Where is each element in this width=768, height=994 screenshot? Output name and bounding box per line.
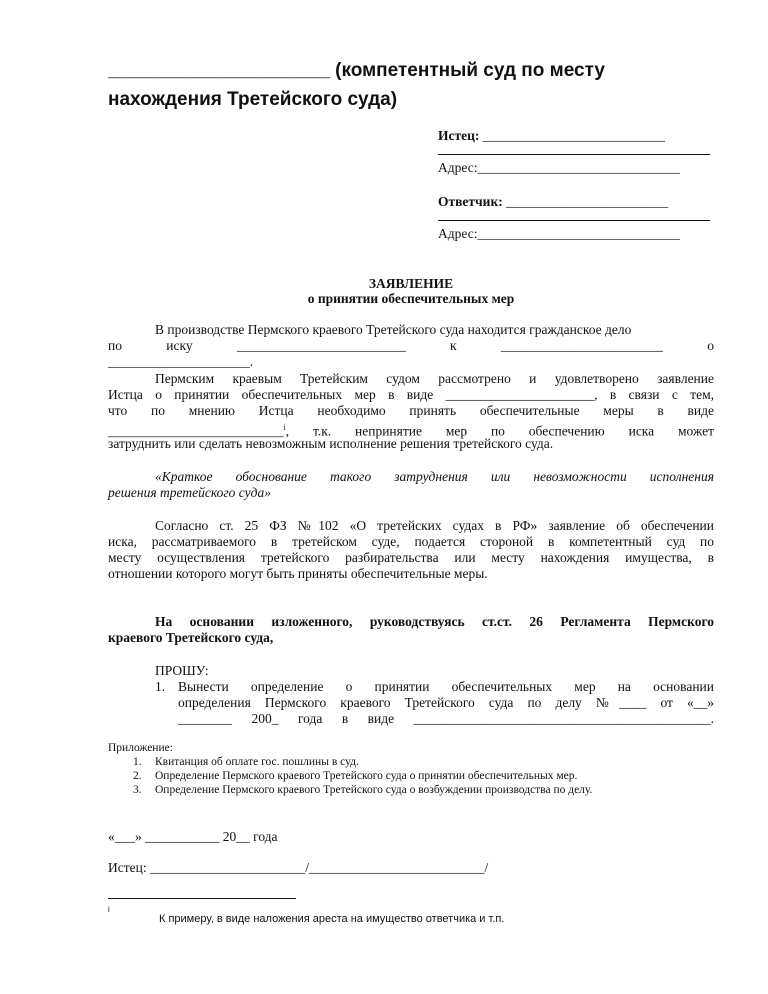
p2-line3: что по мнению Истца необходимо принять обеспечительные меры в виде	[108, 403, 714, 418]
address2-blank: ______________________________	[477, 226, 680, 241]
footnote-separator	[108, 898, 296, 899]
footnote-marker: i	[108, 905, 110, 914]
document-subtitle: о принятии обеспечительных мер	[307, 291, 515, 306]
court-header: _____________________ (компетентный суд по месту нахождения Третейского суда)	[108, 60, 605, 110]
plaintiff-label: Истец:	[438, 128, 480, 143]
attachment-item: Определение Пермского краевого Третейского суда о принятии обеспечительных мер.	[155, 770, 578, 782]
plaintiff-line	[438, 128, 665, 144]
address-label: Адрес:	[438, 160, 478, 175]
p4-line4: отношении которого могут быть приняты обеспечительные меры.	[108, 566, 488, 581]
request-item-number: 1.	[155, 679, 166, 694]
p3-line2: решения третейского суда»	[108, 485, 271, 500]
date-line: «___» ___________ 20__ года	[108, 829, 278, 844]
attachments-label: Приложение:	[108, 742, 173, 754]
p2-line4-blank: __________________________	[108, 423, 284, 439]
plaintiff-address-line	[438, 160, 680, 176]
request-line1: Вынести определение о принятии обеспечительных мер на основании	[178, 679, 714, 694]
p4-line1: Согласно ст. 25 ФЗ №102 «О третейских судах в РФ» заявление об обеспечении	[155, 518, 714, 533]
address2-label: Адрес:	[438, 226, 478, 241]
attachment-item-num: 2.	[133, 770, 142, 782]
p5-line1: На основании изложенного, руководствуясь ст.ст. 26 Регламента Пермского	[155, 614, 714, 629]
p3-line1: «Краткое обоснование такого затруднения или невозможности исполнения	[155, 469, 714, 484]
p1-line3: _____________________.	[108, 354, 254, 369]
p2-line5: затруднить или сделать невозможным исполнение решения третейского суда.	[108, 436, 554, 451]
document-title: ЗАЯВЛЕНИЕ	[368, 276, 454, 291]
attachment-item-num: 1.	[133, 756, 142, 768]
address-blank: ______________________________	[477, 160, 680, 175]
p2-line4-rest: , т.к. непринятие мер по обеспечению иска может	[285, 423, 714, 439]
p4-line2: иска, рассматриваемого в третейском суде, подается стороной в компетентный суд по	[108, 534, 714, 549]
defendant-line	[438, 194, 668, 210]
p1-line1: В производстве Пермского краевого Третейского суда находится гражданское дело	[155, 322, 632, 337]
p5-line2: краевого Третейского суда,	[108, 630, 274, 645]
plaintiff-signature-line: Истец: _______________________/__________________________/	[108, 860, 489, 875]
request-line2: определения Пермского краевого Третейского суда по делу №____ от «__»	[178, 695, 714, 710]
attachment-item: Квитанция об оплате гос. пошлины в суд.	[155, 756, 359, 768]
footnote-text: К примеру, в виде наложения ареста на имущество ответчика и т.п.	[159, 913, 505, 925]
defendant-address-line	[438, 226, 680, 242]
defendant-extra-rule	[438, 220, 710, 221]
defendant-blank: ________________________	[502, 194, 669, 209]
plaintiff-extra-rule	[438, 154, 710, 155]
p2-line1: Пермским краевым Третейским судом рассмотрено и удовлетворено заявление	[155, 371, 714, 386]
p4-line3: месту осуществления третейского разбирательства или месту нахождения имущества, в	[108, 550, 714, 565]
request-label: ПРОШУ:	[155, 663, 209, 678]
attachment-item: Определение Пермского краевого Третейского суда о возбуждении производства по делу.	[155, 784, 593, 796]
p2-line2: Истца о принятии обеспечительных мер в виде ______________________, в связи с тем,	[108, 387, 714, 402]
attachment-item-num: 3.	[133, 784, 142, 796]
footnote-ref: i	[283, 423, 286, 432]
defendant-label: Ответчик:	[438, 194, 503, 209]
plaintiff-blank: ___________________________	[479, 128, 666, 143]
p1-line2: по иску _________________________ к ________________________ о	[108, 338, 714, 353]
request-line3: ________ 200_ года в виде ____________________________________________.	[178, 711, 714, 726]
